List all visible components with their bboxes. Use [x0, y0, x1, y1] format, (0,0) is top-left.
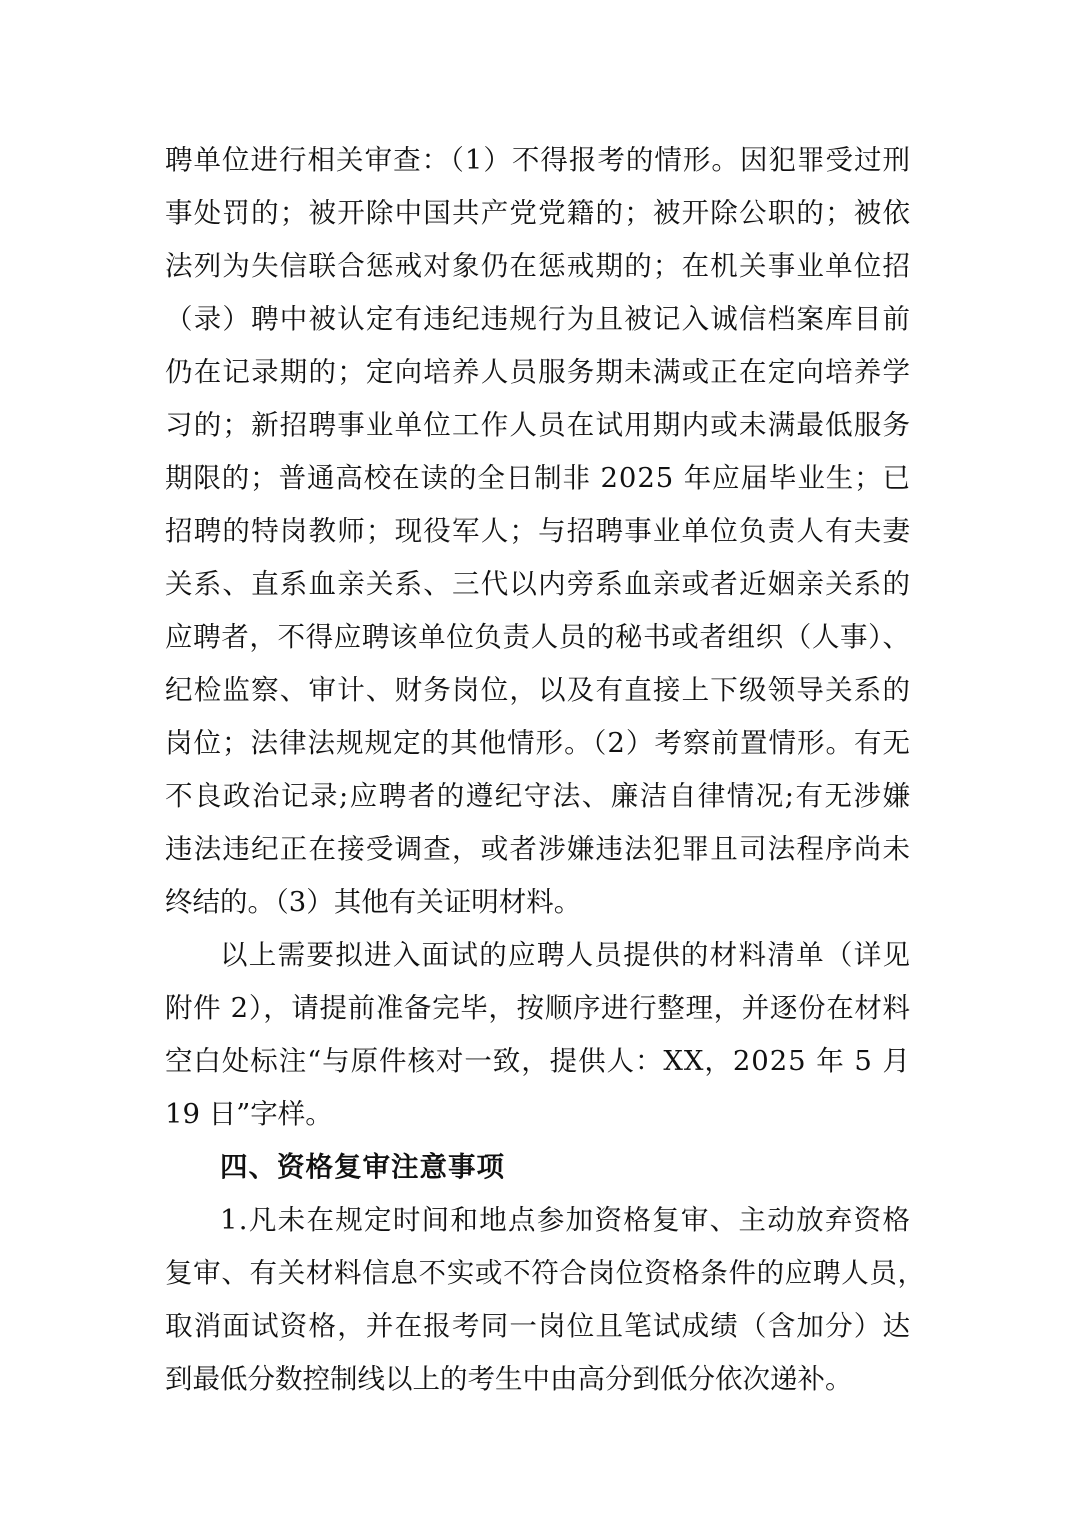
paragraph-line: 附件 2），请提前准备完毕，按顺序进行整理，并逐份在材料 — [165, 992, 911, 1024]
paragraph-line: 招聘的特岗教师；现役军人；与招聘事业单位负责人有夫妻 — [165, 515, 912, 547]
paragraph-line: 终结的。（3）其他有关证明材料。 — [165, 886, 582, 918]
paragraph-line: 法列为失信联合惩戒对象仍在惩戒期的；在机关事业单位招 — [165, 250, 912, 282]
paragraph-line: 不良政治记录;应聘者的遵纪守法、廉洁自律情况;有无涉嫌 — [165, 780, 912, 812]
paragraph-line: 岗位；法律法规规定的其他情形。（2）考察前置情形。有无 — [165, 727, 912, 759]
paragraph-line: 空白处标注“与原件核对一致，提供人：XX，2025 年 5 月 — [165, 1045, 911, 1077]
paragraph-line: （录）聘中被认定有违纪违规行为且被记入诚信档案库目前 — [165, 303, 912, 335]
paragraph-line: 到最低分数控制线以上的考生中由高分到低分依次递补。 — [165, 1363, 853, 1395]
paragraph-line: 习的；新招聘事业单位工作人员在试用期内或未满最低服务 — [165, 409, 912, 441]
paragraph-line: 应聘者，不得应聘该单位负责人员的秘书或者组织（人事）、 — [165, 621, 911, 653]
paragraph-line: 违法违纪正在接受调查，或者涉嫌违法犯罪且司法程序尚未 — [165, 833, 912, 865]
paragraph-line: 1.凡未在规定时间和地点参加资格复审、主动放弃资格 — [220, 1204, 912, 1236]
section-heading: 四、资格复审注意事项 — [220, 1151, 505, 1183]
paragraph-line: 以上需要拟进入面试的应聘人员提供的材料清单（详见 — [220, 939, 912, 971]
paragraph-line: 事处罚的；被开除中国共产党党籍的；被开除公职的；被依 — [165, 197, 912, 229]
paragraph-line: 纪检监察、审计、财务岗位，以及有直接上下级领导关系的 — [165, 674, 912, 706]
paragraph-line: 聘单位进行相关审查：（1）不得报考的情形。因犯罪受过刑 — [165, 144, 912, 176]
paragraph-line: 期限的；普通高校在读的全日制非 2025 年应届毕业生；已 — [165, 462, 911, 494]
paragraph-line: 19 日”字样。 — [165, 1098, 333, 1130]
paragraph-line: 复审、有关材料信息不实或不符合岗位资格条件的应聘人员， — [165, 1257, 926, 1289]
paragraph-line: 取消面试资格，并在报考同一岗位且笔试成绩（含加分）达 — [165, 1310, 912, 1342]
paragraph-line: 关系、直系血亲关系、三代以内旁系血亲或者近姻亲关系的 — [165, 568, 912, 600]
paragraph-line: 仍在记录期的；定向培养人员服务期未满或正在定向培养学 — [165, 356, 912, 388]
